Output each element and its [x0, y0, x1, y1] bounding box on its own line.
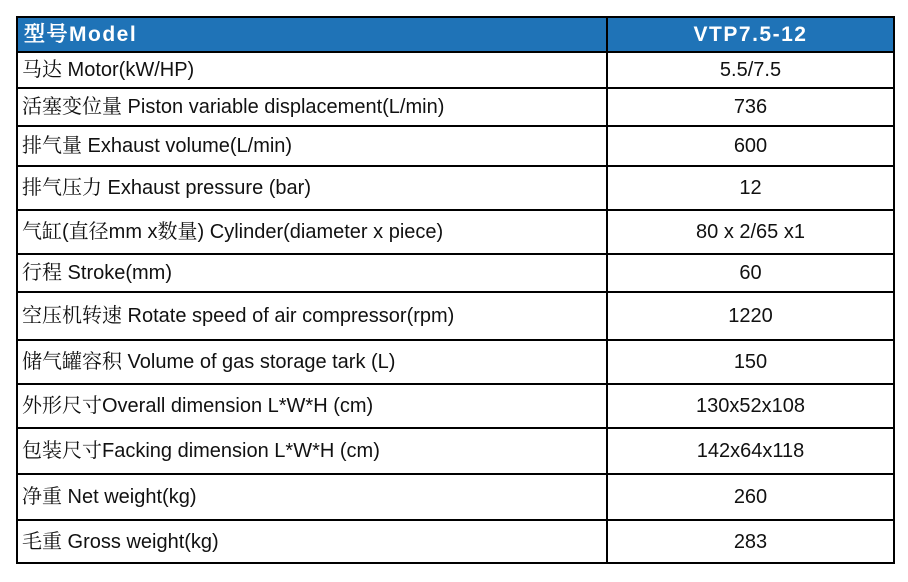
- row-value: 150: [607, 340, 894, 384]
- table-row-gross-weight: [17, 520, 894, 563]
- row-label: 气缸(直径mm x数量) Cylinder(diameter x piece): [17, 210, 607, 254]
- table-header-row: [17, 17, 894, 52]
- row-label: 排气压力 Exhaust pressure (bar): [17, 166, 607, 210]
- row-value: 80 x 2/65 x1: [607, 210, 894, 254]
- table-row-storage-tank: [17, 340, 894, 384]
- row-label: 排气量 Exhaust volume(L/min): [17, 126, 607, 166]
- row-label: 行程 Stroke(mm): [17, 254, 607, 292]
- row-label: 包装尺寸Facking dimension L*W*H (cm): [17, 428, 607, 474]
- row-value: 1220: [607, 292, 894, 340]
- table-row-piston-displacement: [17, 88, 894, 126]
- row-label: 马达 Motor(kW/HP): [17, 52, 607, 88]
- table-row-cylinder: [17, 210, 894, 254]
- row-label: 净重 Net weight(kg): [17, 474, 607, 520]
- row-value: 600: [607, 126, 894, 166]
- spec-table: [16, 16, 895, 564]
- table-row-overall-dimension: [17, 384, 894, 428]
- model-header-label: 型号Model: [17, 17, 607, 52]
- row-label: 毛重 Gross weight(kg): [17, 520, 607, 563]
- model-header-value: VTP7.5-12: [607, 17, 894, 52]
- row-label: 储气罐容积 Volume of gas storage tark (L): [17, 340, 607, 384]
- table-row-packing-dimension: [17, 428, 894, 474]
- row-value: 260: [607, 474, 894, 520]
- row-value: 130x52x108: [607, 384, 894, 428]
- row-label: 空压机转速 Rotate speed of air compressor(rpm): [17, 292, 607, 340]
- table-row-exhaust-pressure: [17, 166, 894, 210]
- row-value: 142x64x118: [607, 428, 894, 474]
- table-row-net-weight: [17, 474, 894, 520]
- row-value: 12: [607, 166, 894, 210]
- row-label: 活塞变位量 Piston variable displacement(L/min): [17, 88, 607, 126]
- table-row-motor: [17, 52, 894, 88]
- row-value: 283: [607, 520, 894, 563]
- table-row-stroke: [17, 254, 894, 292]
- table-row-exhaust-volume: [17, 126, 894, 166]
- row-value: 5.5/7.5: [607, 52, 894, 88]
- row-value: 736: [607, 88, 894, 126]
- row-value: 60: [607, 254, 894, 292]
- table-row-rotate-speed: [17, 292, 894, 340]
- row-label: 外形尺寸Overall dimension L*W*H (cm): [17, 384, 607, 428]
